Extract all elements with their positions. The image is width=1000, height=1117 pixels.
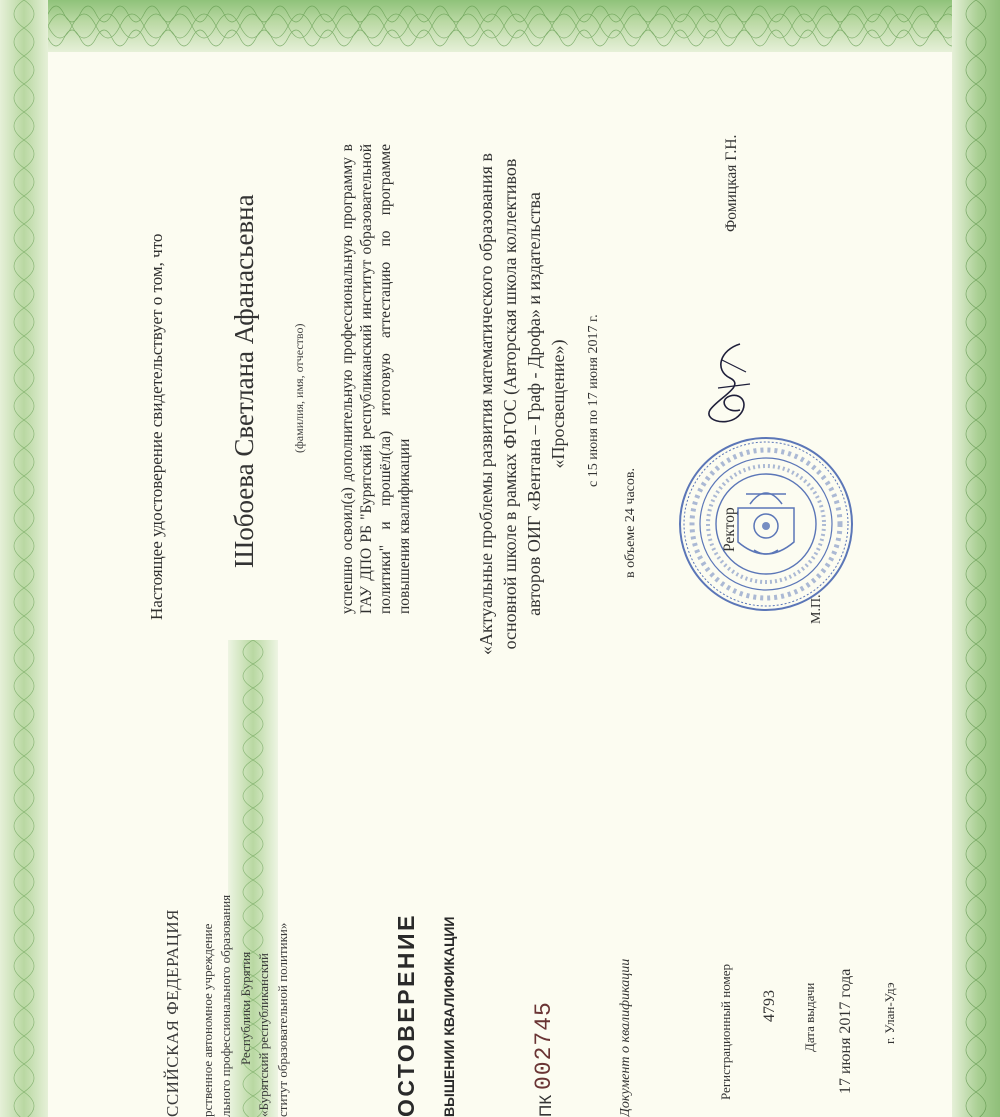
- issue-date-label: Дата выдачи: [802, 982, 817, 1052]
- registration-label: Регистрационный номер: [718, 964, 733, 1100]
- holder-name: Шобоева Светлана Афанасьевна: [229, 194, 259, 568]
- guilloche-border-left: [0, 0, 48, 1117]
- org-line-2: льного профессионального образования: [218, 894, 233, 1117]
- registration-number: 4793: [761, 990, 778, 1022]
- document-type: Документ о квалификации: [618, 958, 633, 1117]
- signer-name: Фомицкая Г.Н.: [723, 134, 740, 232]
- org-line-1: рственное автономное учреждение: [200, 923, 215, 1117]
- certificate-intro: Настоящее удостоверение свидетельствует о том, что: [147, 233, 166, 620]
- guilloche-border-right: [952, 0, 1000, 1117]
- study-hours: в объеме 24 часов.: [623, 468, 638, 578]
- org-line-3: Республики Бурятия: [238, 951, 253, 1065]
- guilloche-border-top: [0, 0, 1000, 52]
- document-number: 002745: [531, 1001, 557, 1090]
- completion-text: успешно освоил(а) дополнительную профессиональную программу в ГАУ ДПО РБ "Бурятский республиканский институт образовательной политики" и прошёл(ла) итоговую аттестацию по программе повышения квалификации: [339, 144, 413, 614]
- country-name: ССИЙСКАЯ ФЕДЕРАЦИЯ: [163, 908, 182, 1117]
- signature: [700, 340, 760, 430]
- program-title: «Актуальные проблемы развития математического образования в основной школе в рамках ФГОС (Авторская школа коллективов авторов ОИГ «Вентана – Граф - Дрофа» и издательства «Просвещение»): [476, 153, 568, 655]
- signer-position: Ректор: [721, 507, 738, 552]
- study-period: с 15 июня по 17 июня 2017 г.: [586, 314, 601, 487]
- document-title: ОСТОВЕРЕНИЕ: [393, 913, 419, 1117]
- document-series: ПК: [536, 1094, 555, 1117]
- issue-city: г. Улан-Удэ: [882, 982, 897, 1044]
- org-line-5: ститут образовательной политики»: [275, 922, 290, 1117]
- issue-date: 17 июня 2017 года: [837, 968, 854, 1094]
- org-line-4: «Бурятский республиканский: [256, 953, 271, 1117]
- stamp-place: М.П.: [809, 594, 824, 624]
- document-subtitle: ВЫШЕНИИ КВАЛИФИКАЦИИ: [441, 916, 457, 1117]
- official-seal: [676, 434, 856, 614]
- name-caption: (фамилия, имя, отчество): [292, 323, 306, 453]
